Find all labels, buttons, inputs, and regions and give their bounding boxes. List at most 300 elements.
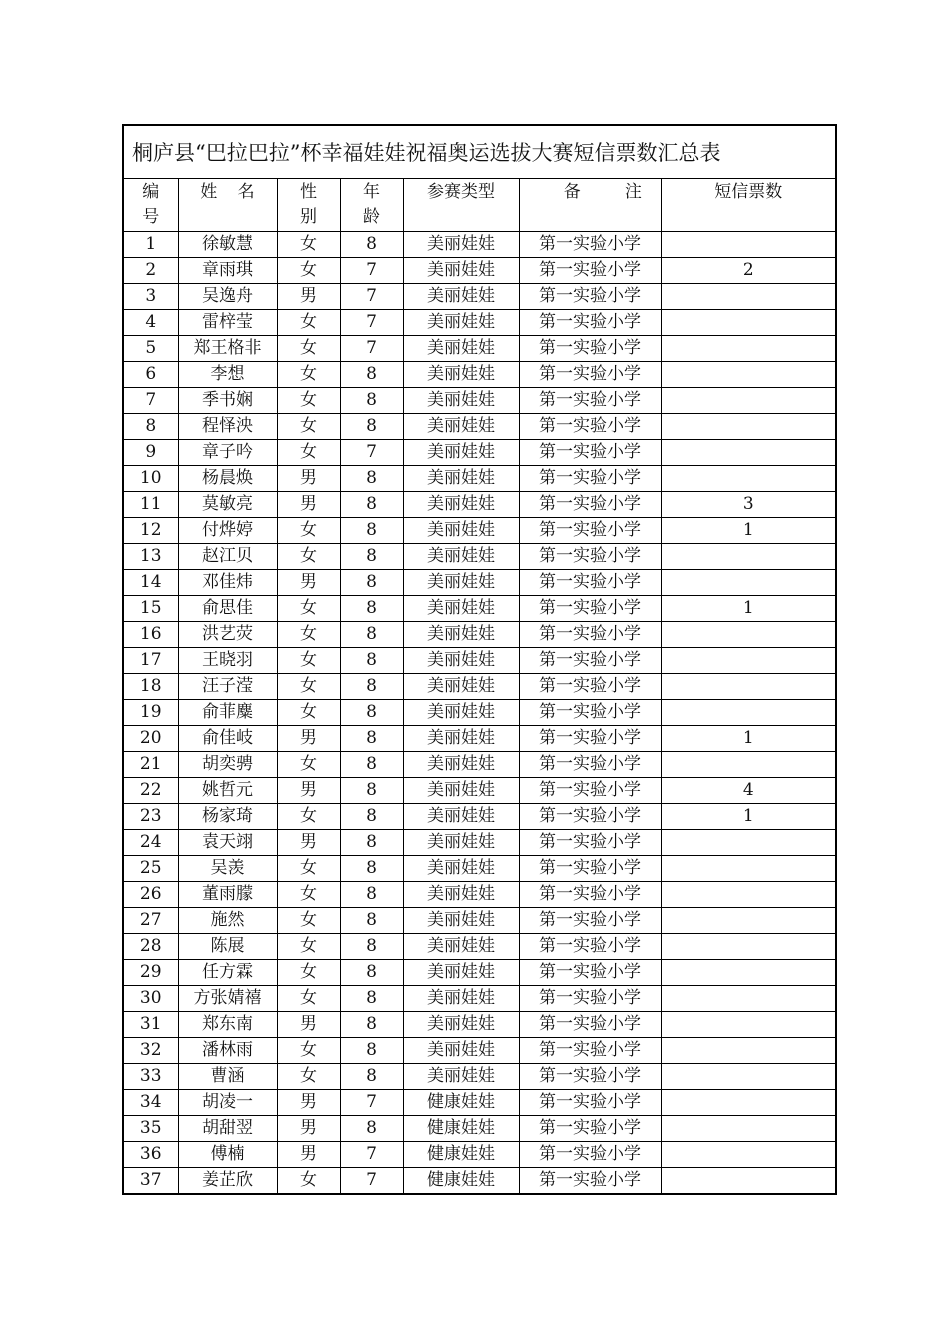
cell-note: 第一实验小学	[519, 648, 661, 674]
cell-votes	[661, 830, 836, 856]
cell-gender: 男	[277, 1142, 340, 1168]
table-row	[123, 388, 836, 414]
cell-name: 姚哲元	[178, 778, 277, 804]
cell-age: 8	[340, 388, 403, 414]
table-row	[123, 752, 836, 778]
cell-name: 傅楠	[178, 1142, 277, 1168]
cell-votes	[661, 336, 836, 362]
cell-name: 袁天翊	[178, 830, 277, 856]
cell-age: 8	[340, 362, 403, 388]
cell-name: 俞佳岐	[178, 726, 277, 752]
table-row	[123, 362, 836, 388]
cell-note: 第一实验小学	[519, 258, 661, 284]
cell-name: 胡甜翌	[178, 1116, 277, 1142]
vote-summary-table	[122, 124, 837, 1195]
cell-category: 美丽娃娃	[403, 414, 519, 440]
cell-votes	[661, 466, 836, 492]
cell-gender: 女	[277, 1038, 340, 1064]
table-row	[123, 232, 836, 258]
cell-category: 美丽娃娃	[403, 596, 519, 622]
table-row	[123, 596, 836, 622]
cell-number: 33	[123, 1064, 178, 1090]
cell-name: 吴羡	[178, 856, 277, 882]
cell-note: 第一实验小学	[519, 622, 661, 648]
cell-note: 第一实验小学	[519, 310, 661, 336]
table-row	[123, 1142, 836, 1168]
table-row	[123, 882, 836, 908]
cell-number: 14	[123, 570, 178, 596]
table-row	[123, 414, 836, 440]
cell-gender: 女	[277, 518, 340, 544]
cell-category: 美丽娃娃	[403, 310, 519, 336]
cell-name: 邓佳炜	[178, 570, 277, 596]
cell-number: 23	[123, 804, 178, 830]
cell-note: 第一实验小学	[519, 934, 661, 960]
cell-age: 8	[340, 908, 403, 934]
cell-votes	[661, 1168, 836, 1195]
cell-age: 8	[340, 960, 403, 986]
cell-name: 郑王格非	[178, 336, 277, 362]
cell-votes: 1	[661, 726, 836, 752]
cell-votes	[661, 232, 836, 258]
cell-name: 赵江贝	[178, 544, 277, 570]
cell-gender: 女	[277, 596, 340, 622]
table-row	[123, 726, 836, 752]
cell-category: 美丽娃娃	[403, 830, 519, 856]
cell-name: 任方霖	[178, 960, 277, 986]
cell-age: 8	[340, 778, 403, 804]
table-title: 桐庐县“巴拉巴拉”杯幸福娃娃祝福奥运选拔大赛短信票数汇总表	[123, 125, 836, 179]
cell-category: 美丽娃娃	[403, 362, 519, 388]
cell-gender: 男	[277, 778, 340, 804]
cell-age: 8	[340, 986, 403, 1012]
cell-gender: 女	[277, 622, 340, 648]
table-row	[123, 908, 836, 934]
cell-note: 第一实验小学	[519, 804, 661, 830]
cell-category: 美丽娃娃	[403, 466, 519, 492]
cell-note: 第一实验小学	[519, 778, 661, 804]
cell-name: 莫敏亮	[178, 492, 277, 518]
cell-gender: 男	[277, 570, 340, 596]
cell-votes	[661, 362, 836, 388]
cell-number: 1	[123, 232, 178, 258]
cell-gender: 女	[277, 362, 340, 388]
cell-name: 李想	[178, 362, 277, 388]
cell-gender: 女	[277, 934, 340, 960]
cell-age: 8	[340, 518, 403, 544]
cell-category: 美丽娃娃	[403, 726, 519, 752]
cell-number: 21	[123, 752, 178, 778]
cell-votes	[661, 960, 836, 986]
cell-number: 6	[123, 362, 178, 388]
cell-votes	[661, 1116, 836, 1142]
column-header-age: 年龄	[340, 179, 403, 232]
table-row	[123, 466, 836, 492]
cell-gender: 女	[277, 258, 340, 284]
table-row	[123, 856, 836, 882]
cell-number: 27	[123, 908, 178, 934]
cell-gender: 女	[277, 414, 340, 440]
cell-age: 8	[340, 830, 403, 856]
cell-number: 19	[123, 700, 178, 726]
table-row	[123, 1064, 836, 1090]
cell-name: 王晓羽	[178, 648, 277, 674]
table-row	[123, 1116, 836, 1142]
cell-number: 32	[123, 1038, 178, 1064]
table-row	[123, 570, 836, 596]
cell-votes	[661, 986, 836, 1012]
cell-category: 美丽娃娃	[403, 388, 519, 414]
cell-name: 俞思佳	[178, 596, 277, 622]
cell-name: 付烨婷	[178, 518, 277, 544]
cell-number: 2	[123, 258, 178, 284]
cell-number: 11	[123, 492, 178, 518]
cell-name: 徐敏慧	[178, 232, 277, 258]
cell-age: 7	[340, 1142, 403, 1168]
cell-age: 8	[340, 700, 403, 726]
cell-name: 董雨朦	[178, 882, 277, 908]
cell-age: 8	[340, 570, 403, 596]
cell-name: 雷梓莹	[178, 310, 277, 336]
cell-category: 健康娃娃	[403, 1142, 519, 1168]
cell-category: 美丽娃娃	[403, 622, 519, 648]
cell-name: 季书娴	[178, 388, 277, 414]
cell-gender: 女	[277, 700, 340, 726]
cell-category: 美丽娃娃	[403, 1012, 519, 1038]
cell-age: 8	[340, 1116, 403, 1142]
header-row	[123, 179, 836, 232]
cell-category: 健康娃娃	[403, 1090, 519, 1116]
cell-gender: 男	[277, 492, 340, 518]
cell-votes	[661, 882, 836, 908]
table-row	[123, 310, 836, 336]
cell-gender: 男	[277, 284, 340, 310]
column-header-category: 参赛类型	[403, 179, 519, 232]
column-header-note: 备注	[519, 179, 661, 232]
cell-name: 陈展	[178, 934, 277, 960]
cell-number: 25	[123, 856, 178, 882]
cell-note: 第一实验小学	[519, 1168, 661, 1195]
cell-gender: 女	[277, 310, 340, 336]
cell-age: 8	[340, 596, 403, 622]
cell-votes: 1	[661, 596, 836, 622]
cell-votes	[661, 908, 836, 934]
cell-gender: 女	[277, 1168, 340, 1195]
cell-number: 22	[123, 778, 178, 804]
cell-votes	[661, 570, 836, 596]
cell-age: 7	[340, 440, 403, 466]
table-row	[123, 1012, 836, 1038]
cell-category: 美丽娃娃	[403, 518, 519, 544]
cell-category: 美丽娃娃	[403, 232, 519, 258]
cell-age: 8	[340, 804, 403, 830]
cell-category: 美丽娃娃	[403, 544, 519, 570]
column-header-name: 姓名	[178, 179, 277, 232]
cell-number: 3	[123, 284, 178, 310]
cell-gender: 女	[277, 232, 340, 258]
cell-note: 第一实验小学	[519, 440, 661, 466]
cell-note: 第一实验小学	[519, 466, 661, 492]
cell-category: 美丽娃娃	[403, 934, 519, 960]
table-row	[123, 492, 836, 518]
cell-note: 第一实验小学	[519, 856, 661, 882]
cell-number: 5	[123, 336, 178, 362]
table-row	[123, 336, 836, 362]
cell-votes	[661, 414, 836, 440]
cell-note: 第一实验小学	[519, 1012, 661, 1038]
cell-gender: 男	[277, 830, 340, 856]
cell-age: 7	[340, 1090, 403, 1116]
cell-age: 7	[340, 1168, 403, 1195]
cell-number: 24	[123, 830, 178, 856]
cell-age: 8	[340, 466, 403, 492]
cell-category: 美丽娃娃	[403, 1038, 519, 1064]
cell-number: 12	[123, 518, 178, 544]
table-row	[123, 518, 836, 544]
cell-gender: 女	[277, 882, 340, 908]
cell-name: 曹涵	[178, 1064, 277, 1090]
cell-category: 美丽娃娃	[403, 440, 519, 466]
cell-votes	[661, 752, 836, 778]
cell-age: 8	[340, 674, 403, 700]
cell-note: 第一实验小学	[519, 1116, 661, 1142]
column-header-gender: 性别	[277, 179, 340, 232]
cell-note: 第一实验小学	[519, 284, 661, 310]
cell-note: 第一实验小学	[519, 414, 661, 440]
table-row	[123, 440, 836, 466]
cell-age: 8	[340, 752, 403, 778]
cell-votes	[661, 1012, 836, 1038]
cell-name: 汪子滢	[178, 674, 277, 700]
cell-age: 7	[340, 258, 403, 284]
cell-number: 17	[123, 648, 178, 674]
cell-note: 第一实验小学	[519, 544, 661, 570]
cell-votes: 4	[661, 778, 836, 804]
cell-gender: 女	[277, 648, 340, 674]
cell-gender: 女	[277, 388, 340, 414]
cell-number: 35	[123, 1116, 178, 1142]
cell-note: 第一实验小学	[519, 388, 661, 414]
table-row	[123, 1038, 836, 1064]
column-header-votes: 短信票数	[661, 179, 836, 232]
cell-category: 美丽娃娃	[403, 674, 519, 700]
cell-gender: 女	[277, 752, 340, 778]
cell-age: 8	[340, 622, 403, 648]
cell-name: 杨家琦	[178, 804, 277, 830]
cell-votes: 2	[661, 258, 836, 284]
cell-votes	[661, 648, 836, 674]
cell-category: 美丽娃娃	[403, 804, 519, 830]
cell-votes	[661, 310, 836, 336]
cell-number: 37	[123, 1168, 178, 1195]
cell-votes	[661, 622, 836, 648]
cell-votes	[661, 1090, 836, 1116]
cell-note: 第一实验小学	[519, 830, 661, 856]
table-row	[123, 986, 836, 1012]
cell-number: 4	[123, 310, 178, 336]
cell-votes: 1	[661, 518, 836, 544]
cell-age: 8	[340, 648, 403, 674]
cell-name: 施然	[178, 908, 277, 934]
cell-age: 8	[340, 232, 403, 258]
cell-note: 第一实验小学	[519, 960, 661, 986]
cell-category: 美丽娃娃	[403, 1064, 519, 1090]
cell-gender: 女	[277, 544, 340, 570]
cell-category: 美丽娃娃	[403, 908, 519, 934]
cell-number: 7	[123, 388, 178, 414]
cell-gender: 女	[277, 986, 340, 1012]
cell-age: 8	[340, 726, 403, 752]
cell-number: 31	[123, 1012, 178, 1038]
cell-number: 16	[123, 622, 178, 648]
cell-votes	[661, 544, 836, 570]
cell-name: 俞菲麋	[178, 700, 277, 726]
table-row	[123, 284, 836, 310]
cell-age: 8	[340, 1064, 403, 1090]
cell-age: 8	[340, 492, 403, 518]
cell-gender: 女	[277, 336, 340, 362]
cell-note: 第一实验小学	[519, 700, 661, 726]
table-row	[123, 830, 836, 856]
cell-category: 美丽娃娃	[403, 986, 519, 1012]
title-row	[123, 125, 836, 179]
cell-name: 章雨琪	[178, 258, 277, 284]
cell-votes	[661, 1038, 836, 1064]
cell-category: 美丽娃娃	[403, 336, 519, 362]
cell-number: 36	[123, 1142, 178, 1168]
cell-note: 第一实验小学	[519, 882, 661, 908]
cell-age: 8	[340, 882, 403, 908]
table-row	[123, 700, 836, 726]
table-row	[123, 960, 836, 986]
cell-name: 郑东南	[178, 1012, 277, 1038]
cell-votes: 3	[661, 492, 836, 518]
cell-votes	[661, 284, 836, 310]
cell-category: 美丽娃娃	[403, 752, 519, 778]
cell-gender: 女	[277, 804, 340, 830]
cell-number: 26	[123, 882, 178, 908]
table-row	[123, 1090, 836, 1116]
cell-name: 洪艺荧	[178, 622, 277, 648]
cell-note: 第一实验小学	[519, 1038, 661, 1064]
table-row	[123, 934, 836, 960]
cell-age: 8	[340, 1038, 403, 1064]
cell-number: 34	[123, 1090, 178, 1116]
cell-votes	[661, 1142, 836, 1168]
cell-category: 美丽娃娃	[403, 960, 519, 986]
cell-category: 美丽娃娃	[403, 856, 519, 882]
cell-note: 第一实验小学	[519, 362, 661, 388]
cell-number: 9	[123, 440, 178, 466]
cell-age: 7	[340, 336, 403, 362]
cell-age: 8	[340, 934, 403, 960]
table-row	[123, 1168, 836, 1195]
cell-votes	[661, 388, 836, 414]
cell-number: 29	[123, 960, 178, 986]
cell-name: 胡奕骋	[178, 752, 277, 778]
cell-note: 第一实验小学	[519, 492, 661, 518]
cell-note: 第一实验小学	[519, 752, 661, 778]
cell-note: 第一实验小学	[519, 726, 661, 752]
cell-gender: 女	[277, 856, 340, 882]
cell-number: 28	[123, 934, 178, 960]
cell-votes	[661, 674, 836, 700]
cell-category: 健康娃娃	[403, 1168, 519, 1195]
cell-category: 美丽娃娃	[403, 258, 519, 284]
cell-category: 美丽娃娃	[403, 882, 519, 908]
cell-name: 潘林雨	[178, 1038, 277, 1064]
cell-note: 第一实验小学	[519, 1142, 661, 1168]
cell-number: 8	[123, 414, 178, 440]
cell-votes	[661, 934, 836, 960]
cell-note: 第一实验小学	[519, 908, 661, 934]
cell-gender: 女	[277, 440, 340, 466]
cell-category: 美丽娃娃	[403, 648, 519, 674]
cell-votes	[661, 440, 836, 466]
cell-number: 10	[123, 466, 178, 492]
cell-age: 7	[340, 310, 403, 336]
cell-category: 美丽娃娃	[403, 700, 519, 726]
cell-gender: 男	[277, 466, 340, 492]
cell-votes	[661, 856, 836, 882]
cell-note: 第一实验小学	[519, 336, 661, 362]
cell-age: 7	[340, 284, 403, 310]
cell-note: 第一实验小学	[519, 518, 661, 544]
cell-name: 方张婧禧	[178, 986, 277, 1012]
cell-gender: 男	[277, 1012, 340, 1038]
cell-name: 章子吟	[178, 440, 277, 466]
cell-votes	[661, 1064, 836, 1090]
cell-name: 杨晨焕	[178, 466, 277, 492]
table-row	[123, 544, 836, 570]
cell-note: 第一实验小学	[519, 1090, 661, 1116]
cell-number: 30	[123, 986, 178, 1012]
cell-note: 第一实验小学	[519, 986, 661, 1012]
cell-number: 13	[123, 544, 178, 570]
cell-gender: 女	[277, 1064, 340, 1090]
cell-age: 8	[340, 1012, 403, 1038]
cell-number: 18	[123, 674, 178, 700]
cell-gender: 男	[277, 1090, 340, 1116]
cell-number: 15	[123, 596, 178, 622]
cell-name: 姜芷欣	[178, 1168, 277, 1195]
cell-category: 美丽娃娃	[403, 778, 519, 804]
table-row	[123, 622, 836, 648]
cell-category: 健康娃娃	[403, 1116, 519, 1142]
cell-name: 吴逸舟	[178, 284, 277, 310]
cell-votes: 1	[661, 804, 836, 830]
cell-votes	[661, 700, 836, 726]
cell-note: 第一实验小学	[519, 596, 661, 622]
table-row	[123, 778, 836, 804]
cell-category: 美丽娃娃	[403, 492, 519, 518]
table-row	[123, 258, 836, 284]
table-row	[123, 804, 836, 830]
cell-gender: 女	[277, 908, 340, 934]
cell-note: 第一实验小学	[519, 1064, 661, 1090]
column-header-number: 编号	[123, 179, 178, 232]
cell-age: 8	[340, 544, 403, 570]
cell-age: 8	[340, 856, 403, 882]
cell-category: 美丽娃娃	[403, 570, 519, 596]
table-row	[123, 674, 836, 700]
cell-note: 第一实验小学	[519, 570, 661, 596]
cell-name: 胡凌一	[178, 1090, 277, 1116]
cell-note: 第一实验小学	[519, 232, 661, 258]
cell-gender: 女	[277, 674, 340, 700]
cell-gender: 男	[277, 726, 340, 752]
cell-gender: 男	[277, 1116, 340, 1142]
